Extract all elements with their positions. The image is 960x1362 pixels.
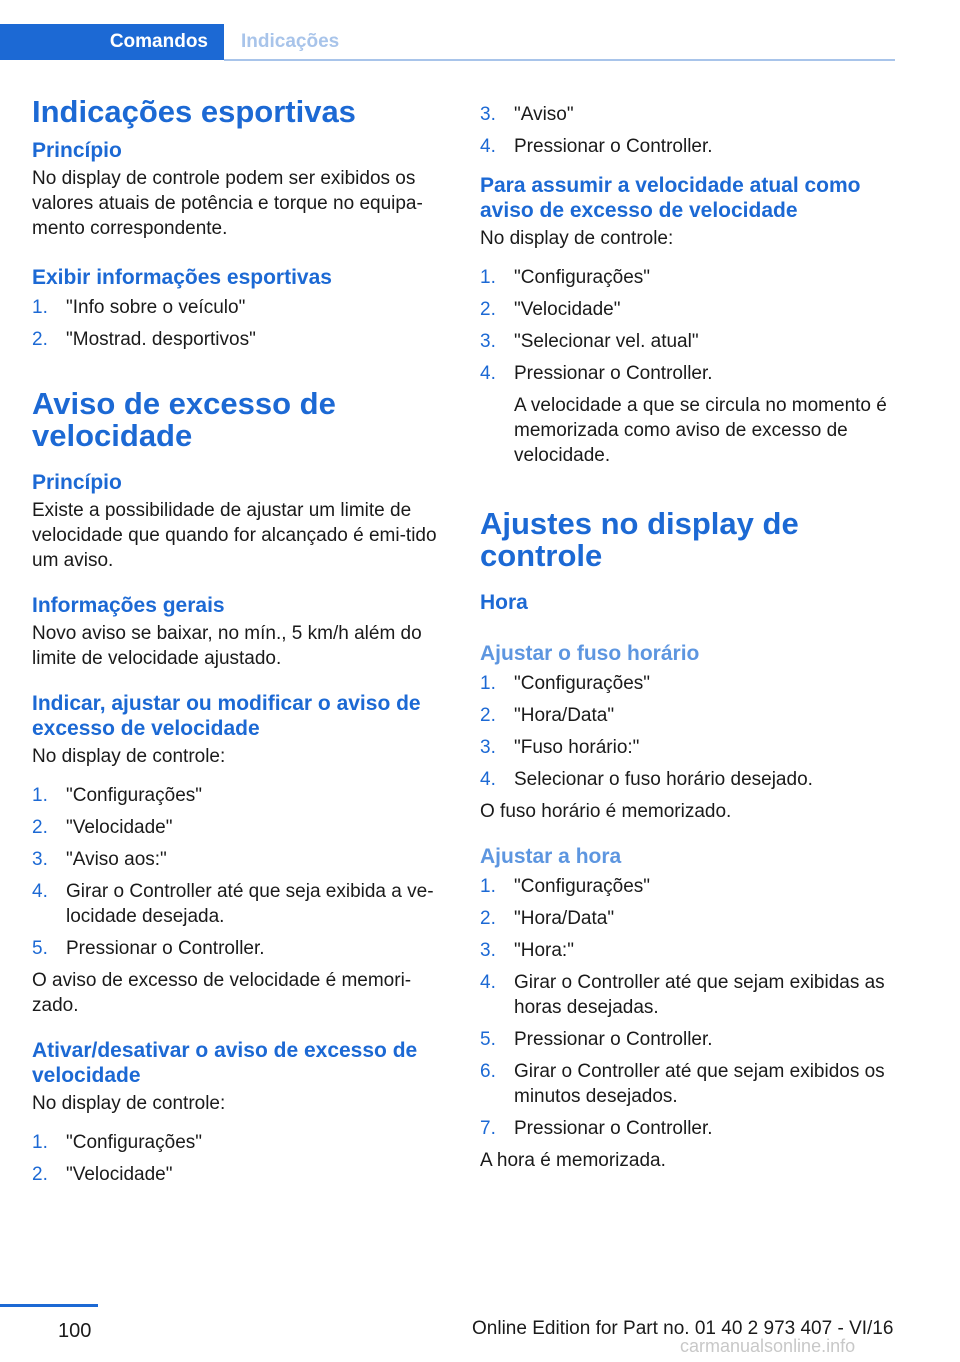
subheading-time: Hora: [480, 591, 528, 614]
list-item: 4. Pressionar o Controller. A velocidade a que se circula no momento é memorizada como aviso de excesso de velocidade.: [480, 361, 898, 468]
footer-divider: [0, 1304, 98, 1307]
list-indicate-adjust: [32, 783, 450, 961]
header-divider: [224, 59, 895, 61]
paragraph-warning-memorized: O aviso de excesso de velocidade é memori-zado.: [32, 970, 412, 1016]
note-speed-memorized: A velocidade a que se circula no momento é memorizada como aviso de excesso de velocidade.: [514, 395, 887, 466]
subheading-show-sport-info: Exibir informações esportivas: [32, 266, 332, 289]
paragraph-timezone-memorized: O fuso horário é memorizado.: [480, 801, 732, 822]
paragraph-control-display: No display de controle:: [32, 746, 226, 767]
list-item: 2. "Velocidade": [480, 299, 621, 320]
subheading-assume-current-speed: Para assumir a velocidade atual como aviso de excesso de velocidade: [480, 174, 861, 222]
list-item: 3. "Hora:": [480, 940, 574, 961]
list-item: 2. "Velocidade": [32, 1164, 173, 1185]
heading-control-display-settings: Ajustes no display de controle: [480, 506, 799, 573]
header: [0, 24, 895, 62]
list-item: 2. "Mostrad. desportivos": [32, 329, 256, 350]
list-item: 5. Pressionar o Controller.: [480, 1029, 713, 1050]
list-item: 4. Girar o Controller até que seja exibida a ve-locidade desejada.: [32, 881, 434, 927]
edition-note: Online Edition for Part no. 01 40 2 973 407 - VI/16: [472, 1318, 894, 1339]
list-item: 3. "Fuso horário:": [480, 737, 640, 758]
list-item: 2. "Hora/Data": [480, 705, 615, 726]
list-show-sport-info: [32, 295, 450, 352]
list-item: 2. "Hora/Data": [480, 908, 615, 929]
list-item: 1. "Configurações": [480, 673, 651, 694]
list-assume-current-speed: [480, 265, 898, 468]
subheading-principle: Princípio: [32, 139, 122, 162]
list-item: 2. "Velocidade": [32, 817, 173, 838]
list-item: 3. "Aviso": [480, 104, 574, 125]
left-column: [32, 96, 450, 1194]
list-item: 3. "Selecionar vel. atual": [480, 331, 699, 352]
heading-speed-warning: Aviso de excesso de velocidade: [32, 386, 336, 453]
subheading-principle-2: Princípio: [32, 471, 122, 494]
right-column: [480, 102, 898, 1173]
list-item: 5. Pressionar o Controller.: [32, 938, 265, 959]
tab-indicacoes[interactable]: Indicações: [241, 31, 340, 52]
list-item: 3. "Aviso aos:": [32, 849, 167, 870]
paragraph-control-display-2: No display de controle:: [32, 1093, 226, 1114]
list-item: 4. Selecionar o fuso horário desejado.: [480, 769, 813, 790]
list-item: 1. "Configurações": [32, 785, 203, 806]
tab-comandos[interactable]: Comandos: [0, 24, 224, 60]
list-item: 6. Girar o Controller até que sejam exibidos os minutos desejados.: [480, 1061, 885, 1107]
list-item: 7. Pressionar o Controller.: [480, 1118, 713, 1139]
list-activate-deactivate-continued: [480, 102, 898, 159]
heading-sport-indications: Indicações esportivas: [32, 94, 356, 129]
list-item: 1. "Configurações": [480, 267, 651, 288]
subheading-set-time: Ajustar a hora: [480, 845, 622, 868]
list-item: 1. "Info sobre o veículo": [32, 297, 246, 318]
subheading-indicate-adjust: Indicar, ajustar ou modificar o aviso de excesso de velocidade: [32, 692, 421, 740]
paragraph-time-memorized: A hora é memorizada.: [480, 1150, 666, 1171]
list-item: 4. Girar o Controller até que sejam exibidas as horas desejadas.: [480, 972, 885, 1018]
list-item: 4. Pressionar o Controller.: [480, 136, 713, 157]
subheading-general-info: Informações gerais: [32, 594, 225, 617]
list-set-timezone: [480, 671, 898, 792]
paragraph-general-info: Novo aviso se baixar, no mín., 5 km/h além do limite de velocidade ajustado.: [32, 623, 422, 669]
paragraph-principle-2: Existe a possibilidade de ajustar um limite de velocidade que quando for alcançado é emi-tido um aviso.: [32, 500, 437, 571]
paragraph-control-display-3: No display de controle:: [480, 228, 674, 249]
paragraph-principle: No display de controle podem ser exibidos os valores atuais de potência e torque no equipa-mento correspondente.: [32, 168, 423, 239]
list-set-time: [480, 874, 898, 1141]
subheading-activate-deactivate: Ativar/desativar o aviso de excesso de velocidade: [32, 1039, 418, 1087]
list-activate-deactivate: [32, 1130, 450, 1187]
list-item: 1. "Configurações": [32, 1132, 203, 1153]
watermark: carmanualsonline.info: [680, 1336, 856, 1356]
subheading-set-timezone: Ajustar o fuso horário: [480, 642, 700, 665]
list-item: 1. "Configurações": [480, 876, 651, 897]
page-number: 100: [58, 1320, 92, 1342]
